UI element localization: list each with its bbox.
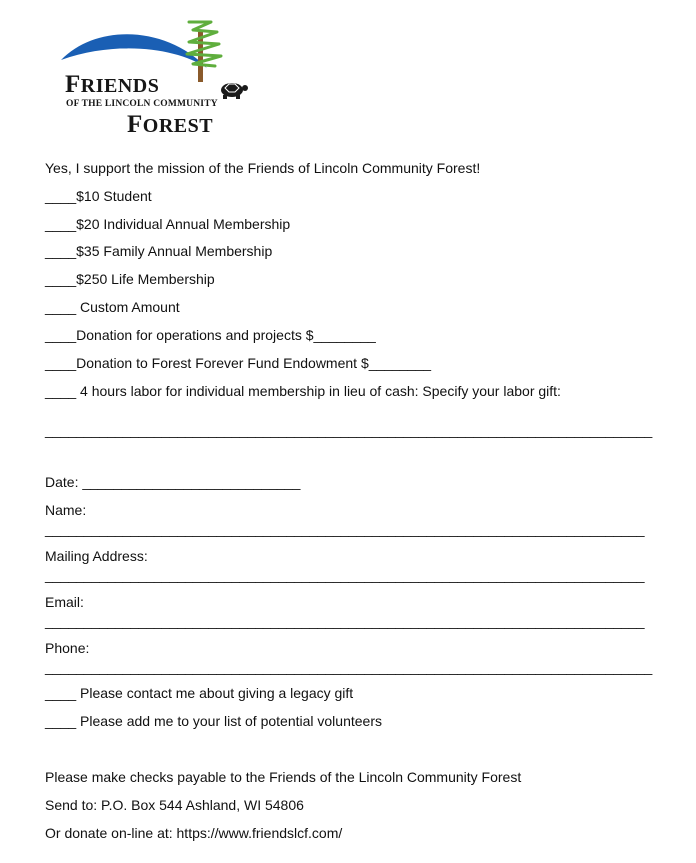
logo bbox=[57, 18, 252, 140]
logo-forest-initial: F bbox=[127, 111, 143, 138]
option-custom[interactable]: ____ Custom Amount bbox=[45, 299, 180, 315]
option-individual[interactable]: ____$20 Individual Annual Membership bbox=[45, 216, 291, 232]
intro-text: Yes, I support the mission of the Friends of Lincoln Community Forest! bbox=[45, 160, 481, 176]
turtle-icon bbox=[221, 83, 248, 99]
logo-friends-initial: F bbox=[65, 71, 81, 98]
legacy-gift-option[interactable]: ____ Please contact me about giving a legacy gift bbox=[45, 685, 354, 701]
phone-line[interactable]: ______________________________________________________________________________ bbox=[45, 659, 653, 675]
volunteer-option[interactable]: ____ Please add me to your list of potential volunteers bbox=[45, 713, 382, 729]
address-label: Mailing Address: bbox=[45, 548, 148, 564]
labor-gift-line[interactable]: ______________________________________________________________________________ bbox=[45, 422, 653, 438]
email-label: Email: bbox=[45, 594, 84, 610]
online-donation-text: Or donate on-line at: https://www.friendslcf.com/ bbox=[45, 825, 343, 841]
blue-hill-icon bbox=[61, 34, 207, 68]
date-field[interactable]: Date: ____________________________ bbox=[45, 474, 301, 490]
checks-payable-text: Please make checks payable to the Friends of the Lincoln Community Forest bbox=[45, 769, 522, 785]
logo-forest-text bbox=[127, 112, 213, 137]
email-line[interactable]: _____________________________________________________________________________ bbox=[45, 613, 645, 629]
logo-forest-rest: OREST bbox=[142, 115, 214, 137]
option-operations-donation[interactable]: ____Donation for operations and projects $________ bbox=[45, 327, 376, 343]
mailing-address-text: Send to: P.O. Box 544 Ashland, WI 54806 bbox=[45, 797, 304, 813]
option-student[interactable]: ____$10 Student bbox=[45, 188, 152, 204]
logo-friends-text bbox=[65, 72, 159, 97]
option-life[interactable]: ____$250 Life Membership bbox=[45, 271, 215, 287]
option-endowment-donation[interactable]: ____Donation to Forest Forever Fund Endowment $________ bbox=[45, 355, 432, 371]
logo-friends-rest: RIENDS bbox=[80, 75, 160, 97]
address-line[interactable]: _____________________________________________________________________________ bbox=[45, 567, 645, 583]
name-line[interactable]: _____________________________________________________________________________ bbox=[45, 521, 645, 537]
name-label: Name: bbox=[45, 502, 87, 518]
phone-label: Phone: bbox=[45, 640, 90, 656]
logo-subtitle: OF THE LINCOLN COMMUNITY bbox=[66, 99, 218, 109]
option-labor[interactable]: ____ 4 hours labor for individual membership in lieu of cash: Specify your labor gift: bbox=[45, 383, 561, 399]
option-family[interactable]: ____$35 Family Annual Membership bbox=[45, 243, 273, 259]
